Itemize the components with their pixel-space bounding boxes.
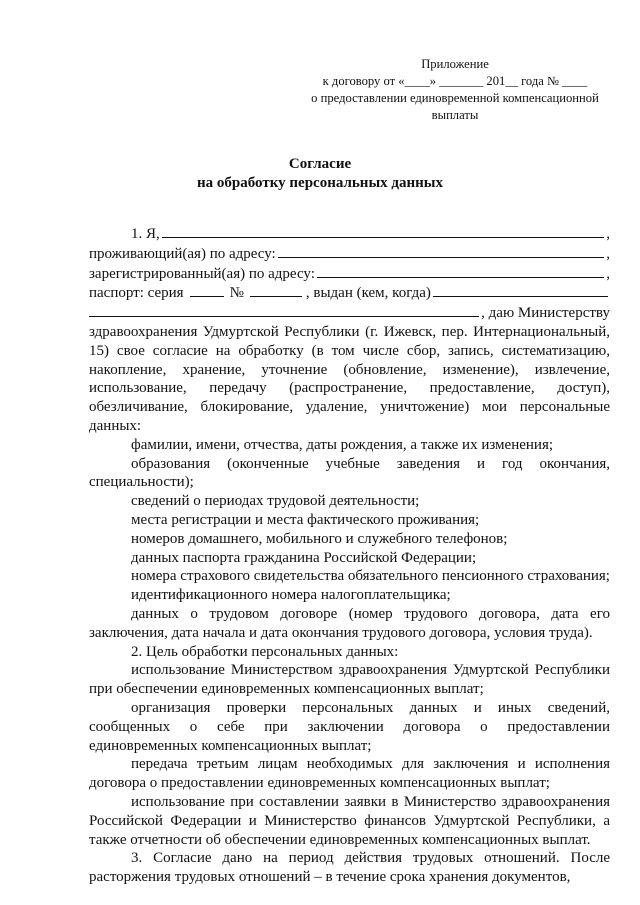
registered-line — [89, 264, 610, 284]
data-item-residence: места регистрации и места фактического проживания; — [131, 511, 480, 528]
appendix-label: Приложение — [421, 57, 489, 71]
registered-address-blank — [317, 264, 604, 278]
name-line — [89, 224, 610, 244]
data-item-snils: номера страхового свидетельства обязательного пенсионного страхования; — [131, 568, 610, 585]
passport-line — [89, 283, 610, 303]
passport-series-label: паспорт: серия — [89, 285, 184, 302]
data-item-work-periods: сведений о периодах трудовой деятельности; — [131, 493, 420, 510]
data-item-passport: данных паспорта гражданина Российской Федерации; — [131, 549, 477, 566]
consent-lead: , даю Министерству — [481, 305, 610, 322]
issued-by-blank — [433, 283, 608, 297]
appendix-contract-subject: о предоставлении единовременной компенсационной — [311, 91, 599, 105]
data-item-phones: номеров домашнего, мобильного и служебного телефонов; — [131, 530, 508, 547]
consent-lead-line — [89, 303, 610, 323]
purpose-item-4: использование при составлении заявки в Министерство здравоохранения Российской Федерации и Министерство финансов Удмуртской Республики, а также отчетности об обеспечении единовременных компенсационных выплат. — [89, 793, 610, 848]
registered-label: зарегистрированный(ая) по адресу: — [89, 265, 315, 282]
passport-number-label: № — [229, 285, 244, 302]
document-body — [89, 224, 610, 887]
comma: , — [606, 265, 610, 282]
passport-series-blank — [190, 283, 224, 297]
address-label: проживающий(ая) по адресу: — [89, 245, 276, 262]
issued-by-label: , выдан (кем, когда) — [305, 285, 431, 302]
passport-number-blank — [250, 283, 302, 297]
data-item-inn: идентификационного номера налогоплательщика; — [131, 587, 451, 604]
document-title — [0, 155, 640, 193]
comma: , — [606, 226, 610, 242]
issued-by-continuation-blank — [89, 303, 479, 317]
comma: , — [606, 245, 610, 262]
address-line — [89, 244, 610, 264]
i-label: 1. Я, — [131, 226, 160, 242]
appendix-contract-ref: к договору от «____» _______ 201__ года № ____ — [322, 74, 588, 88]
appendix-contract-subject-end: выплаты — [431, 108, 479, 122]
purpose-item-1: использование Министерством здравоохранения Удмуртской Республики при обеспечении единовременных компенсационных выплат; — [89, 662, 610, 698]
data-item-name: фамилии, имени, отчества, даты рождения, а также их изменения; — [131, 436, 554, 453]
purpose-item-3: передача третьим лицам необходимых для заключения и исполнения договора о предоставлении единовременных компенсационных выплат; — [89, 756, 610, 792]
full-name-blank — [162, 224, 604, 238]
section-3-paragraph: 3. Согласие дано на период действия трудовых отношений. После расторжения трудовых отношений – в течение срока хранения документов, — [89, 850, 610, 886]
data-item-education: образования (оконченные учебные заведения и год окончания, специальности); — [89, 455, 610, 491]
data-item-employment-contract: данных о трудовом договоре (номер трудового договора, дата его заключения, дата начала и дата окончания трудового договора, условия труда). — [89, 605, 610, 641]
section-2-heading: 2. Цель обработки персональных данных: — [131, 643, 399, 660]
title-line-1: Согласие — [288, 156, 352, 172]
consent-paragraph: здравоохранения Удмуртской Республики (г. Ижевск, пер. Интернациональный, 15) свое согласие на обработку (в том числе сбор, запись, систематизацию, накопление, хранение, уточнение (обновление, изменение), извлечение, использование, передачу (распространение, предоставление, доступ), обезличивание, блокирование, удаление, уничтожение) мои персональные данных: — [89, 323, 610, 434]
purpose-item-2: организация проверки персональных данных и иных сведений, сообщенных о себе при заключении договора о предоставлении единовременных компенсационных выплат; — [89, 699, 610, 754]
address-blank — [278, 244, 605, 258]
appendix-header — [300, 56, 610, 124]
title-line-2: на обработку персональных данных — [197, 175, 443, 191]
